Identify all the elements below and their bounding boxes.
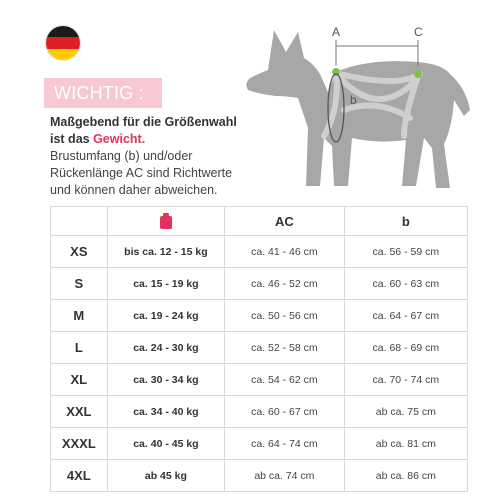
weight-cell: ca. 15 - 19 kg [107,268,224,300]
header-size-cell [51,207,108,236]
ac-cell: ca. 54 - 62 cm [225,364,344,396]
size-cell: XXL [51,396,108,428]
size-cell: 4XL [51,460,108,492]
table-header-row [51,207,468,236]
size-table [50,206,468,492]
german-flag-icon [46,26,80,60]
note-line-5: und können daher abweichen. [50,183,218,197]
front-ring [332,68,340,76]
b-cell: ca. 64 - 67 cm [344,300,467,332]
table-row [51,428,468,460]
size-cell: XS [51,236,108,268]
weight-cell: ca. 34 - 40 kg [107,396,224,428]
label-a: A [332,25,341,39]
weight-cell: bis ca. 12 - 15 kg [107,236,224,268]
b-cell: ca. 56 - 59 cm [344,236,467,268]
table-row [51,460,468,492]
ac-cell: ca. 46 - 52 cm [225,268,344,300]
ac-cell: ca. 41 - 46 cm [225,236,344,268]
note-weight-highlight: Gewicht. [93,132,146,146]
size-cell: S [51,268,108,300]
note-line-1: Maßgebend für die Größenwahl [50,115,237,129]
dog-harness-diagram [228,18,488,193]
ac-cell: ca. 50 - 56 cm [225,300,344,332]
header-b: b [344,207,467,236]
b-cell: ab ca. 81 cm [344,428,467,460]
b-cell: ab ca. 75 cm [344,396,467,428]
b-cell: ca. 68 - 69 cm [344,332,467,364]
ac-cell: ab ca. 74 cm [225,460,344,492]
b-cell: ca. 60 - 63 cm [344,268,467,300]
note-line-4: Rückenlänge AC sind Richtwerte [50,166,233,180]
important-badge: WICHTIG : [44,78,162,108]
ac-cell: ca. 64 - 74 cm [225,428,344,460]
header-ac: AC [225,207,344,236]
weight-cell: ca. 24 - 30 kg [107,332,224,364]
table-row [51,396,468,428]
note-line-3: Brustumfang (b) und/oder [50,149,193,163]
rear-ring [414,70,422,78]
table-row [51,300,468,332]
weight-cell: ca. 19 - 24 kg [107,300,224,332]
weight-cell: ab 45 kg [107,460,224,492]
table-row [51,268,468,300]
size-cell: XXXL [51,428,108,460]
header-weight-cell [107,207,224,236]
b-cell: ab ca. 86 cm [344,460,467,492]
table-row [51,332,468,364]
ac-cell: ca. 60 - 67 cm [225,396,344,428]
ac-cell: ca. 52 - 58 cm [225,332,344,364]
note-line-2-prefix: ist das [50,132,94,146]
weight-cell: ca. 30 - 34 kg [107,364,224,396]
b-cell: ca. 70 - 74 cm [344,364,467,396]
size-cell: M [51,300,108,332]
size-cell: L [51,332,108,364]
table-row [51,236,468,268]
weight-cell: ca. 40 - 45 kg [107,428,224,460]
size-cell: XL [51,364,108,396]
label-c: C [414,25,423,39]
weight-icon [159,213,173,229]
label-b: b [350,93,357,107]
table-row [51,364,468,396]
